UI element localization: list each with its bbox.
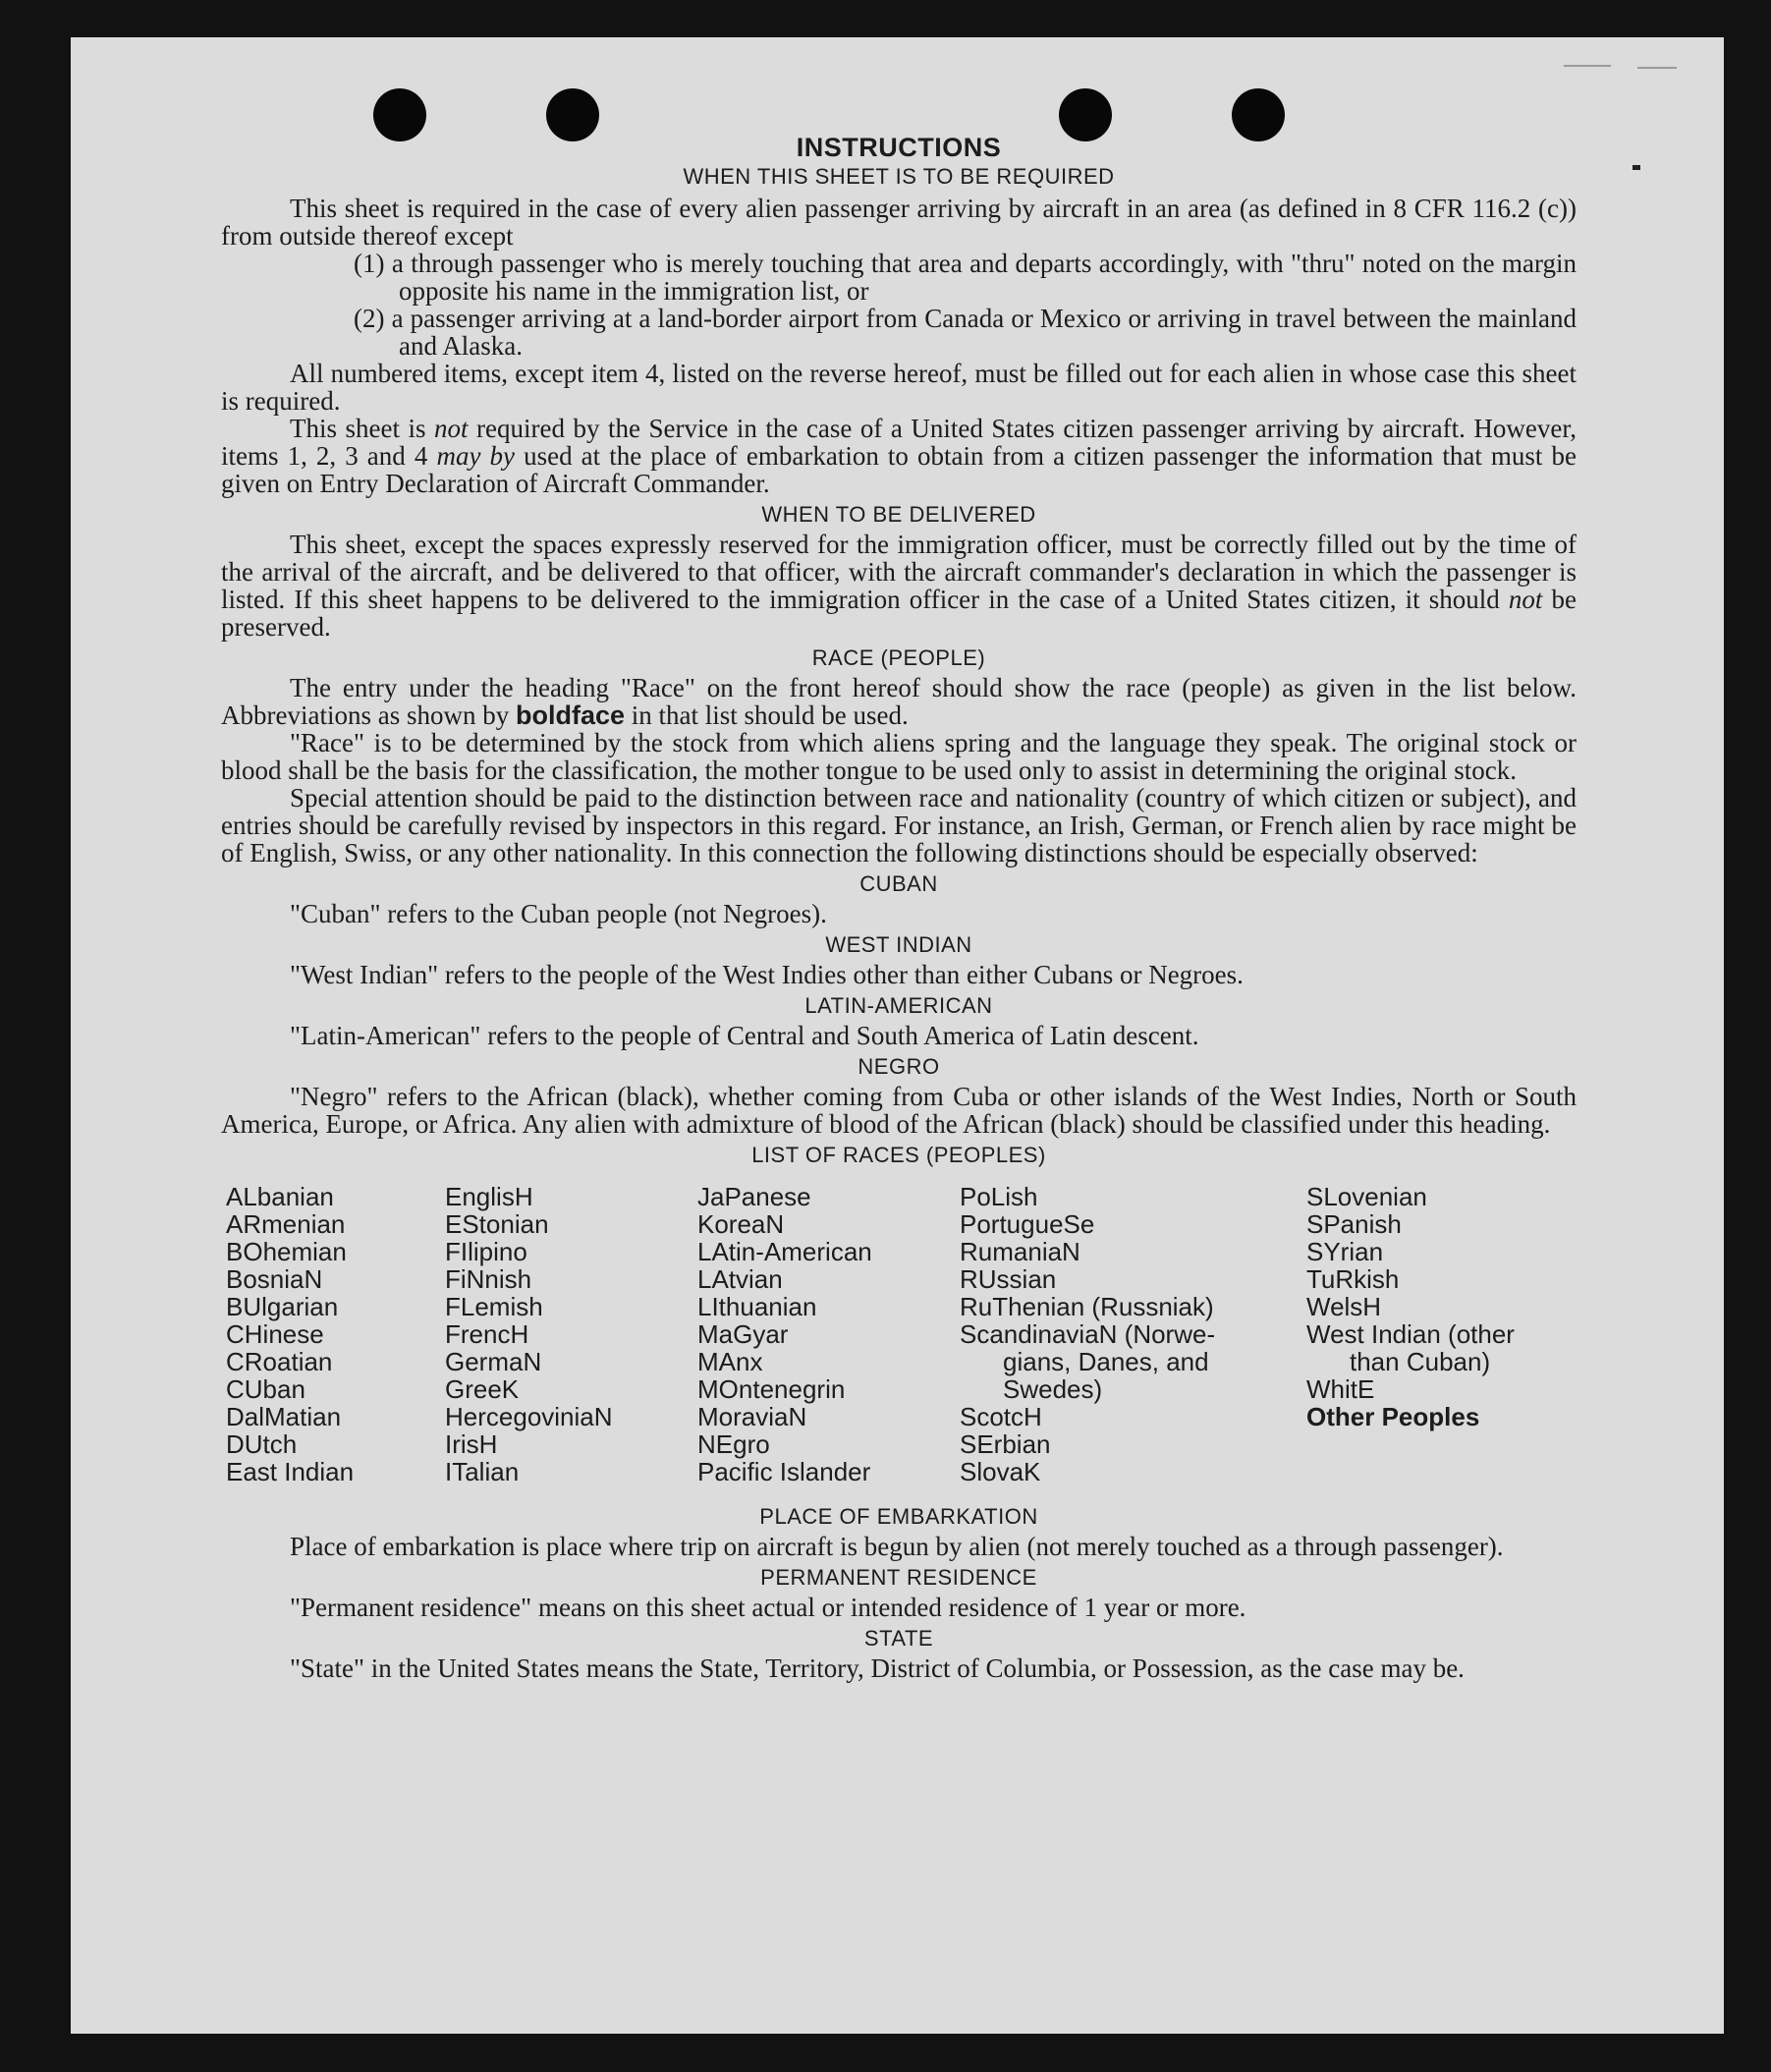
- race-column: [1306, 1183, 1515, 1430]
- race-item: KoreaN: [697, 1209, 785, 1239]
- race-item: MaGyar: [697, 1319, 789, 1349]
- race-item: EnglisH: [445, 1182, 533, 1211]
- race-item: SErbian: [960, 1429, 1051, 1459]
- race-item: MAnx: [697, 1347, 763, 1376]
- race-item: SPanish: [1306, 1209, 1402, 1239]
- race-item: FiNnish: [445, 1264, 532, 1294]
- section-heading: NEGRO: [858, 1054, 940, 1079]
- race-item: FLemish: [445, 1292, 543, 1321]
- race-column: [226, 1183, 354, 1485]
- race-item: JaPanese: [697, 1182, 811, 1211]
- race-item: than Cuban): [1350, 1347, 1491, 1376]
- race-item: DUtch: [226, 1429, 298, 1459]
- race-item: GermaN: [445, 1347, 542, 1376]
- list-item: (2) a passenger arriving at a land-border airport from Canada or Mexico or arriving in travel between the mainland and Alaska.: [354, 304, 1577, 361]
- race-item: SYrian: [1306, 1237, 1384, 1266]
- race-item: PoLish: [960, 1182, 1038, 1211]
- paragraph: Special attention should be paid to the distinction between race and nationality (country of which citizen or subject), and entries should be carefully revised by inspectors in this regard. For instance, an Irish, German, or French alien by race might be of English, Swiss, or any other nationality. In this connection the following distinctions should be especially observed:: [221, 783, 1577, 868]
- race-item: EStonian: [445, 1209, 549, 1239]
- list-item: (1) a through passenger who is merely touching that area and departs accordingly, with "thru" noted on the margin opposite his name in the immigration list, or: [354, 249, 1577, 306]
- section-heading: LATIN-AMERICAN: [804, 993, 993, 1018]
- race-item: RUssian: [960, 1264, 1057, 1294]
- ink-mark: [1564, 65, 1611, 67]
- paragraph: "Negro" refers to the African (black), whether coming from Cuba or other islands of the West Indies, North or South America, Europe, or Africa. Any alien with admixture of blood of the African (black) should be classified under this heading.: [221, 1082, 1577, 1139]
- race-item: WelsH: [1306, 1292, 1382, 1321]
- section-heading: LIST OF RACES (PEOPLES): [751, 1143, 1046, 1167]
- paragraph: This sheet is not required by the Service in the case of a United States citizen passenger arriving by aircraft. However, items 1, 2, 3 and 4 may by used at the place of embarkation to obtain from a citizen passenger the information that must be given on Entry Declaration of Aircraft Commander.: [221, 414, 1577, 498]
- race-item: MoraviaN: [697, 1402, 807, 1431]
- section-heading: CUBAN: [859, 871, 938, 896]
- race-item: West Indian (other: [1306, 1319, 1515, 1349]
- race-item: RumaniaN: [960, 1237, 1080, 1266]
- paragraph: All numbered items, except item 4, listed on the reverse hereof, must be filled out for each alien in whose case this sheet is required.: [221, 359, 1577, 416]
- section-heading: STATE: [863, 1626, 934, 1651]
- instructions-body: [221, 132, 1577, 1682]
- race-item: HercegoviniaN: [445, 1402, 613, 1431]
- page-title: INSTRUCTIONS: [796, 133, 1002, 162]
- race-item: Pacific Islander: [697, 1457, 871, 1486]
- race-item: PortugueSe: [960, 1209, 1095, 1239]
- race-item: LAtin-American: [697, 1237, 872, 1266]
- race-list: [221, 1183, 1577, 1497]
- race-column: [960, 1183, 1215, 1485]
- paragraph: "Permanent residence" means on this sheet actual or intended residence of 1 year or more.: [290, 1593, 1246, 1622]
- paragraph: "Cuban" refers to the Cuban people (not Negroes).: [290, 899, 827, 928]
- race-item: FIlipino: [445, 1237, 527, 1266]
- race-item: DalMatian: [226, 1402, 342, 1431]
- race-item: ScandinaviaN (Norwe-: [960, 1319, 1216, 1349]
- ink-mark: [1637, 67, 1677, 69]
- paragraph: Place of embarkation is place where trip on aircraft is begun by alien (not merely touched as a through passenger).: [290, 1532, 1504, 1561]
- ink-mark: [1633, 165, 1640, 170]
- race-item: NEgro: [697, 1429, 770, 1459]
- section-heading: WHEN TO BE DELIVERED: [761, 502, 1036, 527]
- race-item: LAtvian: [697, 1264, 783, 1294]
- paragraph: "West Indian" refers to the people of the West Indies other than either Cubans or Negroes.: [290, 960, 1244, 989]
- race-item: GreeK: [445, 1374, 520, 1404]
- section-heading: PLACE OF EMBARKATION: [759, 1504, 1038, 1529]
- race-item: SlovaK: [960, 1457, 1041, 1486]
- race-column: [445, 1183, 613, 1485]
- race-item: CHinese: [226, 1319, 324, 1349]
- section-heading: WHEN THIS SHEET IS TO BE REQUIRED: [683, 164, 1115, 189]
- paragraph: "State" in the United States means the State, Territory, District of Columbia, or Possession, as the case may be.: [290, 1653, 1465, 1683]
- race-item: ARmenian: [226, 1209, 346, 1239]
- race-item: CUban: [226, 1374, 305, 1404]
- section-heading: PERMANENT RESIDENCE: [760, 1565, 1037, 1590]
- race-item: TuRkish: [1306, 1264, 1400, 1294]
- race-item: WhitE: [1306, 1374, 1375, 1404]
- race-item: SLovenian: [1306, 1182, 1427, 1211]
- section-heading: RACE (PEOPLE): [811, 645, 986, 670]
- paragraph: "Latin-American" refers to the people of Central and South America of Latin descent.: [290, 1021, 1199, 1050]
- race-item: FrencH: [445, 1319, 529, 1349]
- race-item: ScotcH: [960, 1402, 1042, 1431]
- race-column: [697, 1183, 872, 1485]
- race-item: LIthuanian: [697, 1292, 817, 1321]
- race-item: BosniaN: [226, 1264, 323, 1294]
- paragraph: The entry under the heading "Race" on the front hereof should show the race (people) as given in the list below. Abbreviations as shown by boldface in that list should be used.: [221, 673, 1577, 730]
- race-item: gians, Danes, and: [1003, 1347, 1209, 1376]
- race-item: ALbanian: [226, 1182, 334, 1211]
- race-item: MOntenegrin: [697, 1374, 846, 1404]
- paragraph: This sheet is required in the case of every alien passenger arriving by aircraft in an area (as defined in 8 CFR 116.2 (c)) from outside thereof except: [221, 194, 1577, 251]
- race-item: IrisH: [445, 1429, 498, 1459]
- race-item: East Indian: [226, 1457, 355, 1486]
- race-item: BUlgarian: [226, 1292, 339, 1321]
- race-item: Swedes): [1003, 1374, 1103, 1404]
- race-item: ITalian: [445, 1457, 520, 1486]
- race-item: CRoatian: [226, 1347, 333, 1376]
- section-heading: WEST INDIAN: [825, 932, 972, 957]
- paragraph: This sheet, except the spaces expressly reserved for the immigration officer, must be correctly filled out by the time of the arrival of the aircraft, and be delivered to that officer, with the aircraft commander's declaration in which the passenger is listed. If this sheet happens to be delivered to the immigration officer in the case of a United States citizen, it should not be preserved.: [221, 530, 1577, 642]
- race-item: Other Peoples: [1306, 1402, 1480, 1431]
- race-item: BOhemian: [226, 1237, 347, 1266]
- race-item: RuThenian (Russniak): [960, 1292, 1214, 1321]
- paragraph: "Race" is to be determined by the stock from which aliens spring and the language they speak. The original stock or blood shall be the basis for the classification, the mother tongue to be used only to assist in determining the original stock.: [221, 728, 1577, 785]
